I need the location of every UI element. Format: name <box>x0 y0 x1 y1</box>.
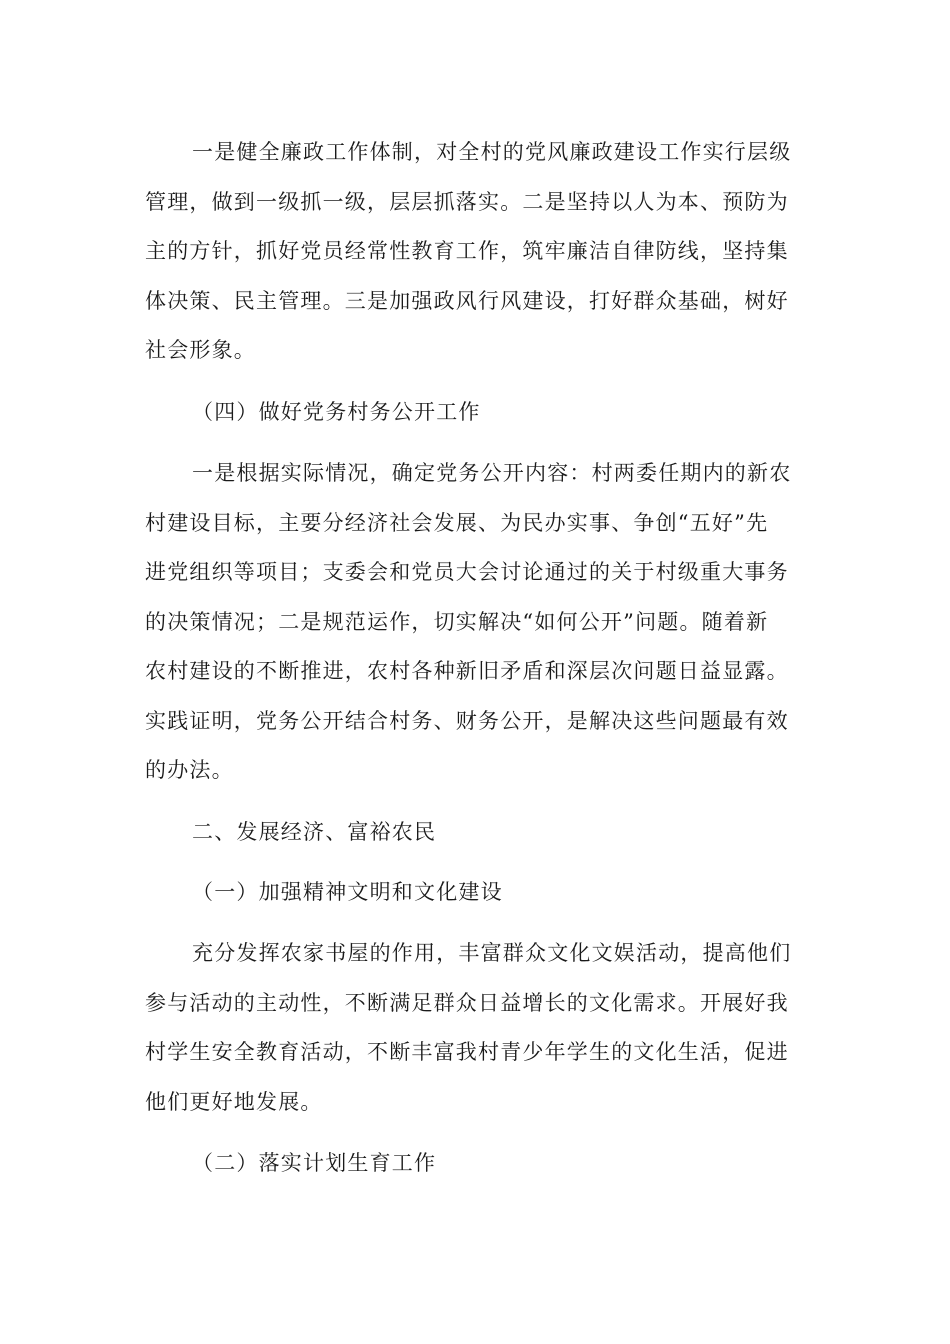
paragraph-1-line-5: 社会形象。 <box>145 338 256 362</box>
paragraph-2-line-1: 一是根据实际情况，确定党务公开内容：村两委任期内的新农 <box>192 461 792 485</box>
paragraph-1-line-2: 管理，做到一级抓一级，层层抓落实。二是坚持以人为本、预防为 <box>145 190 789 214</box>
subsection-heading-2: （二）落实计划生育工作 <box>192 1151 437 1175</box>
paragraph-2-line-3: 进党组织等项目；支委会和党员大会讨论通过的关于村级重大事务 <box>145 560 789 584</box>
paragraph-2-line-2: 村建设目标，主要分经济社会发展、为民办实事、争创“五好”先 <box>145 511 769 535</box>
subsection-heading-1: （一）加强精神文明和文化建设 <box>192 880 503 904</box>
paragraph-3-line-4: 他们更好地发展。 <box>145 1090 323 1114</box>
paragraph-3-line-1: 充分发挥农家书屋的作用，丰富群众文化文娱活动，提高他们 <box>192 941 792 965</box>
paragraph-1-line-4: 体决策、民主管理。三是加强政风行风建设，打好群众基础，树好 <box>145 289 789 313</box>
paragraph-3-line-3: 村学生安全教育活动，不断丰富我村青少年学生的文化生活，促进 <box>145 1040 789 1064</box>
paragraph-2-line-5: 农村建设的不断推进，农村各种新旧矛盾和深层次问题日益显露。 <box>145 659 789 683</box>
paragraph-2-line-4: 的决策情况；二是规范运作，切实解决“如何公开”问题。随着新 <box>145 610 769 634</box>
section-heading-2: 二、发展经济、富裕农民 <box>192 820 437 844</box>
paragraph-1-line-1: 一是健全廉政工作体制，对全村的党风廉政建设工作实行层级 <box>192 140 792 164</box>
paragraph-2-line-6: 实践证明，党务公开结合村务、财务公开，是解决这些问题最有效 <box>145 709 789 733</box>
paragraph-1-line-3: 主的方针，抓好党员经常性教育工作，筑牢廉洁自律防线，坚持集 <box>145 239 789 263</box>
paragraph-2-line-7: 的办法。 <box>145 758 234 782</box>
section-heading-4: （四）做好党务村务公开工作 <box>192 400 481 424</box>
paragraph-3-line-2: 参与活动的主动性，不断满足群众日益增长的文化需求。开展好我 <box>145 991 789 1015</box>
